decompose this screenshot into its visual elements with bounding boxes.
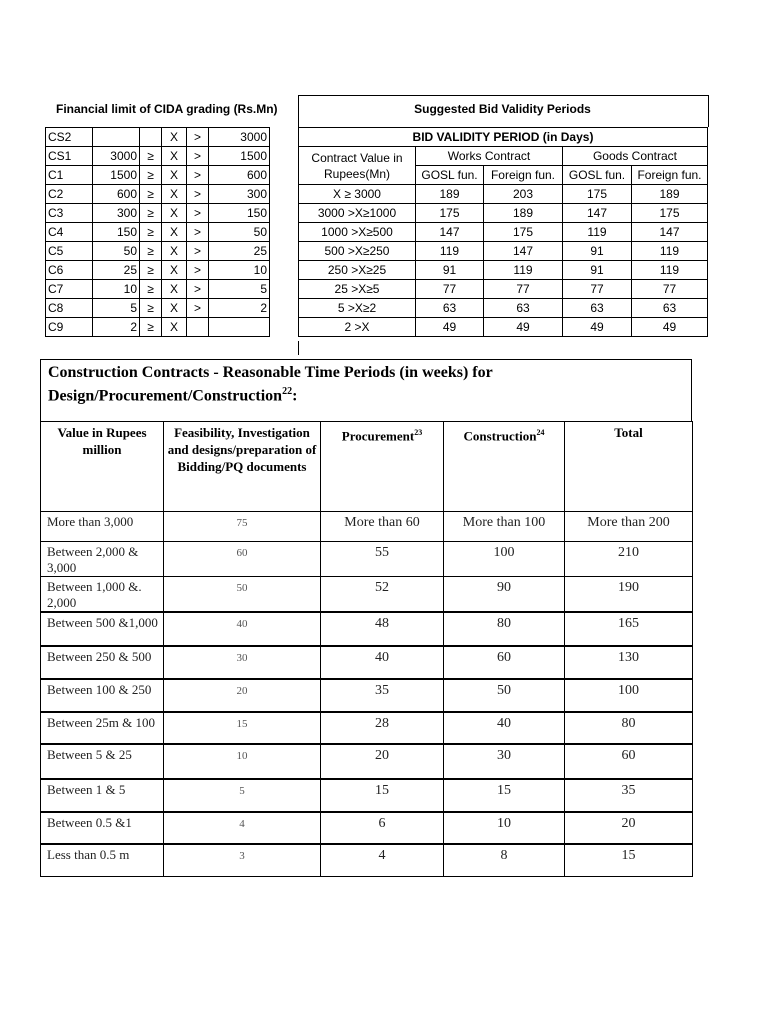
construction-cell-value: Between 0.5 &1: [41, 812, 164, 844]
cida-cell-grade: CS1: [46, 147, 93, 166]
sub-header: Foreign fun.: [632, 166, 708, 185]
construction-cell-feasibility: 75: [164, 512, 321, 542]
bid-cell-range: 1000 >X≥500: [299, 223, 416, 242]
construction-cell-total: 100: [565, 679, 693, 712]
bid-row: [299, 242, 708, 261]
construction-cell-value: More than 3,000: [41, 512, 164, 542]
construction-cell-construction: 30: [444, 744, 565, 779]
construction-cell-feasibility: 60: [164, 542, 321, 577]
cida-grading-table: [45, 127, 270, 337]
cida-cell-x: X: [162, 299, 187, 318]
construction-cell-feasibility: 5: [164, 779, 321, 812]
bid-row: [299, 299, 708, 318]
construction-cell-construction: 15: [444, 779, 565, 812]
bid-validity-table: [298, 127, 708, 337]
bid-cell-w-foreign: 49: [484, 318, 563, 337]
bid-cell-w-gosl: 119: [416, 242, 484, 261]
goods-contract-header: Goods Contract: [563, 147, 708, 166]
construction-row: [41, 812, 693, 844]
cida-cell-ge: ≥: [140, 318, 162, 337]
cida-row: [46, 242, 270, 261]
cida-cell-high: [209, 318, 270, 337]
bid-cell-range: 500 >X≥250: [299, 242, 416, 261]
header-feasibility: Feasibility, Investigation and designs/preparation of Bidding/PQ documents: [164, 422, 321, 512]
construction-cell-value: Between 100 & 250: [41, 679, 164, 712]
cida-cell-low: 150: [93, 223, 140, 242]
construction-cell-value: Less than 0.5 m: [41, 844, 164, 876]
construction-cell-construction: 90: [444, 577, 565, 613]
cida-cell-ge: ≥: [140, 223, 162, 242]
construction-cell-procurement: 48: [321, 612, 444, 646]
cida-cell-x: X: [162, 128, 187, 147]
cida-cell-low: 10: [93, 280, 140, 299]
construction-cell-value: Between 1 & 5: [41, 779, 164, 812]
bid-cell-w-gosl: 63: [416, 299, 484, 318]
cida-cell-high: 1500: [209, 147, 270, 166]
cida-cell-high: 2: [209, 299, 270, 318]
construction-cell-procurement: 20: [321, 744, 444, 779]
works-contract-header: Works Contract: [416, 147, 563, 166]
construction-cell-total: 165: [565, 612, 693, 646]
cida-cell-x: X: [162, 223, 187, 242]
bid-row: [299, 280, 708, 299]
cida-cell-ge: [140, 128, 162, 147]
cida-row: [46, 318, 270, 337]
bid-cell-g-gosl: 63: [563, 299, 632, 318]
construction-row: [41, 512, 693, 542]
bid-cell-w-foreign: 77: [484, 280, 563, 299]
construction-row: [41, 712, 693, 744]
cida-cell-ge: ≥: [140, 242, 162, 261]
cida-cell-ge: ≥: [140, 204, 162, 223]
cida-cell-grade: C8: [46, 299, 93, 318]
bid-cell-w-gosl: 91: [416, 261, 484, 280]
bid-cell-range: X ≥ 3000: [299, 185, 416, 204]
construction-cell-procurement: 6: [321, 812, 444, 844]
cida-cell-low: 300: [93, 204, 140, 223]
bid-cell-w-foreign: 147: [484, 242, 563, 261]
cida-cell-gt: >: [187, 204, 209, 223]
construction-cell-feasibility: 50: [164, 577, 321, 613]
cida-cell-x: X: [162, 147, 187, 166]
cida-cell-high: 25: [209, 242, 270, 261]
bid-cell-w-gosl: 175: [416, 204, 484, 223]
title-colon: :: [292, 387, 298, 405]
cida-row: [46, 299, 270, 318]
cida-cell-grade: C1: [46, 166, 93, 185]
bid-cell-w-foreign: 203: [484, 185, 563, 204]
bid-cell-range: 250 >X≥25: [299, 261, 416, 280]
bid-cell-g-gosl: 77: [563, 280, 632, 299]
construction-cell-total: More than 200: [565, 512, 693, 542]
bid-cell-w-gosl: 189: [416, 185, 484, 204]
bid-cell-g-gosl: 175: [563, 185, 632, 204]
bid-cell-g-foreign: 175: [632, 204, 708, 223]
footnote-ref: 22: [282, 386, 293, 397]
construction-cell-total: 60: [565, 744, 693, 779]
construction-row: [41, 844, 693, 876]
cida-row: [46, 280, 270, 299]
cida-cell-grade: C2: [46, 185, 93, 204]
construction-cell-construction: 10: [444, 812, 565, 844]
bid-cell-range: 3000 >X≥1000: [299, 204, 416, 223]
bid-cell-g-foreign: 49: [632, 318, 708, 337]
cida-cell-gt: >: [187, 242, 209, 261]
cida-cell-low: 2: [93, 318, 140, 337]
construction-row: [41, 679, 693, 712]
construction-row: [41, 577, 693, 613]
construction-cell-construction: 40: [444, 712, 565, 744]
bid-cell-w-gosl: 147: [416, 223, 484, 242]
cida-cell-grade: C6: [46, 261, 93, 280]
construction-cell-construction: 100: [444, 542, 565, 577]
cida-cell-x: X: [162, 242, 187, 261]
bid-cell-g-foreign: 119: [632, 242, 708, 261]
cida-cell-ge: ≥: [140, 147, 162, 166]
bid-cell-w-foreign: 63: [484, 299, 563, 318]
construction-cell-procurement: 55: [321, 542, 444, 577]
cida-cell-gt: >: [187, 128, 209, 147]
construction-cell-procurement: 4: [321, 844, 444, 876]
cida-cell-ge: ≥: [140, 185, 162, 204]
cida-cell-low: 3000: [93, 147, 140, 166]
cida-cell-x: X: [162, 204, 187, 223]
bid-row: [299, 185, 708, 204]
bid-cell-w-foreign: 119: [484, 261, 563, 280]
cida-cell-high: 300: [209, 185, 270, 204]
bid-cell-g-gosl: 49: [563, 318, 632, 337]
construction-cell-construction: More than 100: [444, 512, 565, 542]
cida-row: [46, 147, 270, 166]
cida-cell-high: 150: [209, 204, 270, 223]
cida-row: [46, 223, 270, 242]
construction-cell-feasibility: 10: [164, 744, 321, 779]
cida-cell-grade: C9: [46, 318, 93, 337]
cida-cell-grade: C5: [46, 242, 93, 261]
cida-cell-gt: >: [187, 166, 209, 185]
header-construction: Construction$^{24}$: [444, 422, 565, 512]
sub-header: GOSL fun.: [416, 166, 484, 185]
cida-row: [46, 185, 270, 204]
construction-cell-total: 190: [565, 577, 693, 613]
cida-cell-low: 600: [93, 185, 140, 204]
bid-cell-g-gosl: 147: [563, 204, 632, 223]
cida-cell-ge: ≥: [140, 166, 162, 185]
construction-cell-feasibility: 20: [164, 679, 321, 712]
construction-cell-procurement: 52: [321, 577, 444, 613]
bid-cell-g-gosl: 91: [563, 242, 632, 261]
cida-cell-gt: >: [187, 261, 209, 280]
cida-cell-high: 10: [209, 261, 270, 280]
cida-cell-x: X: [162, 166, 187, 185]
header-value: Value in Rupees million: [41, 422, 164, 512]
bid-row: [299, 318, 708, 337]
construction-periods-table: [40, 421, 693, 877]
cida-cell-gt: [187, 318, 209, 337]
cida-cell-low: 1500: [93, 166, 140, 185]
construction-cell-construction: 8: [444, 844, 565, 876]
cida-cell-low: [93, 128, 140, 147]
cida-cell-grade: C7: [46, 280, 93, 299]
cida-cell-x: X: [162, 280, 187, 299]
construction-cell-procurement: More than 60: [321, 512, 444, 542]
cida-cell-x: X: [162, 318, 187, 337]
bid-cell-g-gosl: 119: [563, 223, 632, 242]
bid-cell-w-foreign: 189: [484, 204, 563, 223]
construction-row: [41, 612, 693, 646]
header-procurement: Procurement$^{23}$: [321, 422, 444, 512]
cida-cell-grade: C3: [46, 204, 93, 223]
cida-cell-grade: C4: [46, 223, 93, 242]
construction-cell-value: Between 5 & 25: [41, 744, 164, 779]
sub-header: GOSL fun.: [563, 166, 632, 185]
construction-title-text: Construction Contracts - Reasonable Time Periods (in weeks) for Design/Procurement/Construction: [48, 364, 493, 405]
construction-cell-total: 80: [565, 712, 693, 744]
cida-cell-gt: >: [187, 147, 209, 166]
cida-cell-low: 25: [93, 261, 140, 280]
cida-row: [46, 166, 270, 185]
cida-cell-high: 50: [209, 223, 270, 242]
cida-cell-gt: >: [187, 223, 209, 242]
cida-cell-gt: >: [187, 299, 209, 318]
bid-row: [299, 261, 708, 280]
construction-cell-total: 20: [565, 812, 693, 844]
construction-cell-feasibility: 30: [164, 646, 321, 679]
bid-cell-w-foreign: 175: [484, 223, 563, 242]
cida-cell-x: X: [162, 261, 187, 280]
bid-cell-range: 25 >X≥5: [299, 280, 416, 299]
construction-cell-feasibility: 40: [164, 612, 321, 646]
cida-cell-low: 50: [93, 242, 140, 261]
cida-row: [46, 204, 270, 223]
cida-row: [46, 261, 270, 280]
cida-cell-grade: CS2: [46, 128, 93, 147]
bid-cell-range: 2 >X: [299, 318, 416, 337]
construction-cell-construction: 50: [444, 679, 565, 712]
construction-row: [41, 779, 693, 812]
construction-cell-procurement: 40: [321, 646, 444, 679]
construction-cell-value: Between 250 & 500: [41, 646, 164, 679]
construction-title: [48, 363, 678, 405]
construction-cell-feasibility: 15: [164, 712, 321, 744]
cida-cell-gt: >: [187, 185, 209, 204]
construction-cell-value: Between 2,000 & 3,000: [41, 542, 164, 577]
cida-row: [46, 128, 270, 147]
construction-cell-value: Between 1,000 &. 2,000: [41, 577, 164, 613]
construction-cell-total: 35: [565, 779, 693, 812]
bid-table-title: Suggested Bid Validity Periods: [414, 102, 591, 116]
construction-cell-value: Between 500 &1,000: [41, 612, 164, 646]
construction-cell-feasibility: 3: [164, 844, 321, 876]
bid-cell-g-foreign: 77: [632, 280, 708, 299]
construction-cell-construction: 80: [444, 612, 565, 646]
construction-cell-total: 15: [565, 844, 693, 876]
header-total: Total: [565, 422, 693, 512]
construction-cell-value: Between 25m & 100: [41, 712, 164, 744]
contract-value-header: Contract Value in Rupees(Mn): [299, 147, 416, 185]
bid-cell-g-foreign: 189: [632, 185, 708, 204]
bid-cell-w-gosl: 77: [416, 280, 484, 299]
cida-cell-high: 600: [209, 166, 270, 185]
cida-cell-high: 3000: [209, 128, 270, 147]
cida-cell-high: 5: [209, 280, 270, 299]
bid-cell-range: 5 >X≥2: [299, 299, 416, 318]
construction-row: [41, 744, 693, 779]
construction-cell-total: 130: [565, 646, 693, 679]
cida-cell-ge: ≥: [140, 299, 162, 318]
bid-cell-g-gosl: 91: [563, 261, 632, 280]
construction-cell-procurement: 28: [321, 712, 444, 744]
bid-period-header: BID VALIDITY PERIOD (in Days): [299, 128, 708, 147]
cida-table-title: Financial limit of CIDA grading (Rs.Mn): [56, 102, 278, 116]
bid-row: [299, 223, 708, 242]
sub-header: Foreign fun.: [484, 166, 563, 185]
cida-cell-gt: >: [187, 280, 209, 299]
bid-row: [299, 204, 708, 223]
cida-cell-ge: ≥: [140, 261, 162, 280]
cida-cell-low: 5: [93, 299, 140, 318]
construction-row: [41, 646, 693, 679]
bid-cell-w-gosl: 49: [416, 318, 484, 337]
construction-cell-procurement: 15: [321, 779, 444, 812]
cida-cell-x: X: [162, 185, 187, 204]
construction-cell-construction: 60: [444, 646, 565, 679]
cida-cell-ge: ≥: [140, 280, 162, 299]
bid-cell-g-foreign: 119: [632, 261, 708, 280]
bid-cell-g-foreign: 147: [632, 223, 708, 242]
construction-row: [41, 542, 693, 577]
construction-cell-feasibility: 4: [164, 812, 321, 844]
construction-cell-procurement: 35: [321, 679, 444, 712]
bid-cell-g-foreign: 63: [632, 299, 708, 318]
divider-line: [298, 341, 299, 355]
construction-cell-total: 210: [565, 542, 693, 577]
